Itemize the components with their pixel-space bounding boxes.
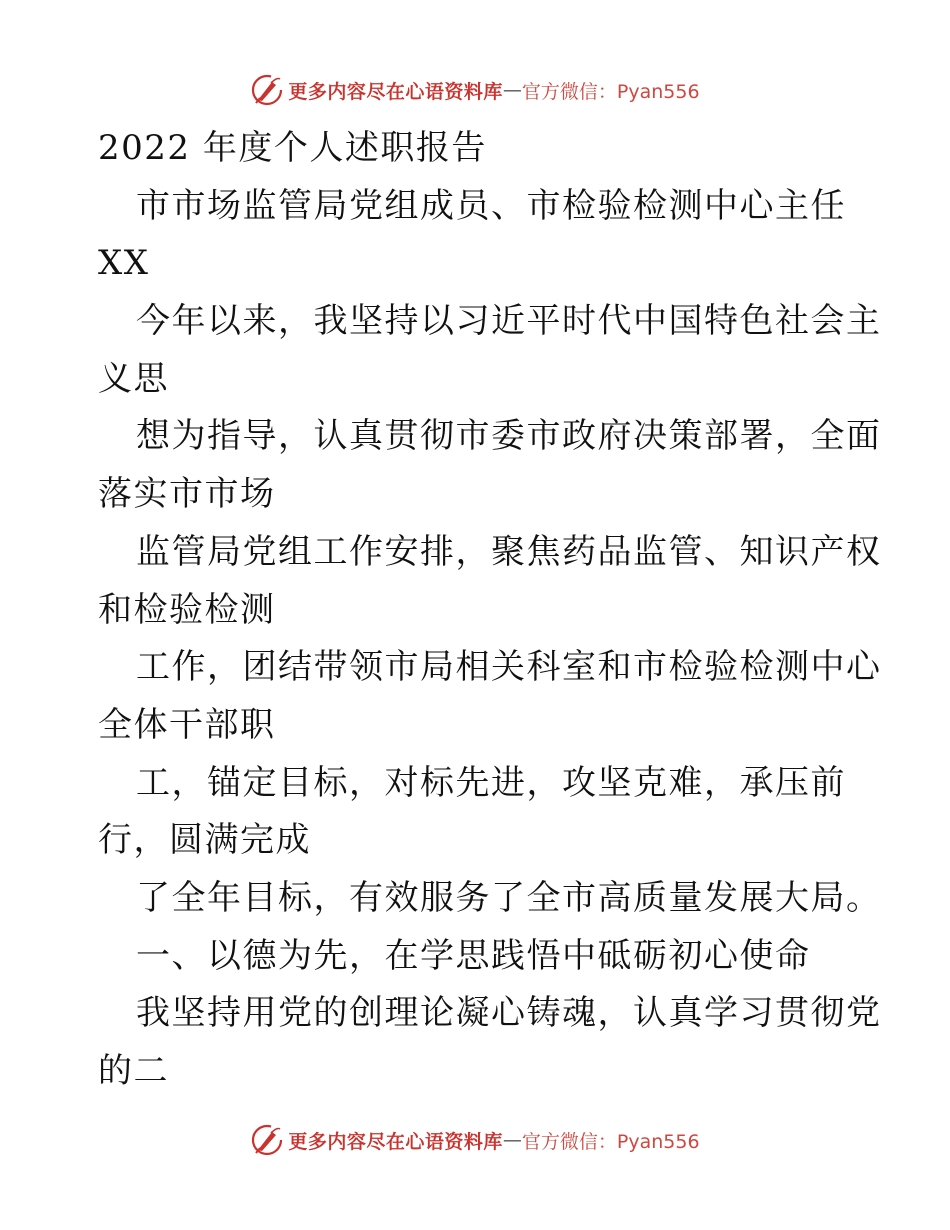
paragraph-line: 落实市市场: [98, 474, 276, 515]
quill-pen-icon: [250, 1123, 284, 1157]
paragraph-line: 和检验检测: [98, 589, 276, 630]
paragraph-line: 了全年目标，有效服务了全市高质量发展大局。: [136, 877, 882, 918]
paragraph-line: 想为指导，认真贯彻市委市政府决策部署，全面: [136, 416, 882, 457]
footer-banner: [0, 1120, 950, 1160]
author-name: XX: [98, 243, 150, 284]
paragraph-line: 工，锚定目标，对标先进，攻坚克难，承压前: [136, 762, 846, 803]
paragraph-line: 我坚持用党的创理论凝心铸魂，认真学习贯彻党: [136, 993, 882, 1034]
banner-dash: —: [502, 1129, 522, 1151]
banner-contact: 官方微信：Pyan556: [521, 1130, 700, 1153]
author-line: 市市场监管局党组成员、市检验检测中心主任: [136, 185, 846, 226]
banner-text: 更多内容尽在心语资料库: [288, 1130, 503, 1153]
paragraph-line: 全体干部职: [98, 704, 276, 745]
document-body: [98, 120, 882, 1101]
banner-contact: 官方微信：Pyan556: [521, 80, 700, 103]
banner-text: 更多内容尽在心语资料库: [288, 80, 503, 103]
section-heading: 一、以德为先，在学思践悟中砥砺初心使命: [136, 935, 811, 976]
paragraph-line: 行，圆满完成: [98, 820, 311, 861]
quill-pen-icon: [250, 73, 284, 107]
paragraph-line: 工作，团结带领市局相关科室和市检验检测中心: [136, 647, 882, 688]
paragraph-line: 监管局党组工作安排，聚焦药品监管、知识产权: [136, 531, 882, 572]
paragraph-line: 今年以来，我坚持以习近平时代中国特色社会主: [136, 301, 882, 342]
document-title: 2022 年度个人述职报告: [98, 128, 487, 168]
banner-dash: —: [502, 79, 522, 101]
paragraph-line: 义思: [98, 358, 169, 399]
paragraph-line: 的二: [98, 1051, 169, 1091]
header-banner: [0, 70, 950, 110]
